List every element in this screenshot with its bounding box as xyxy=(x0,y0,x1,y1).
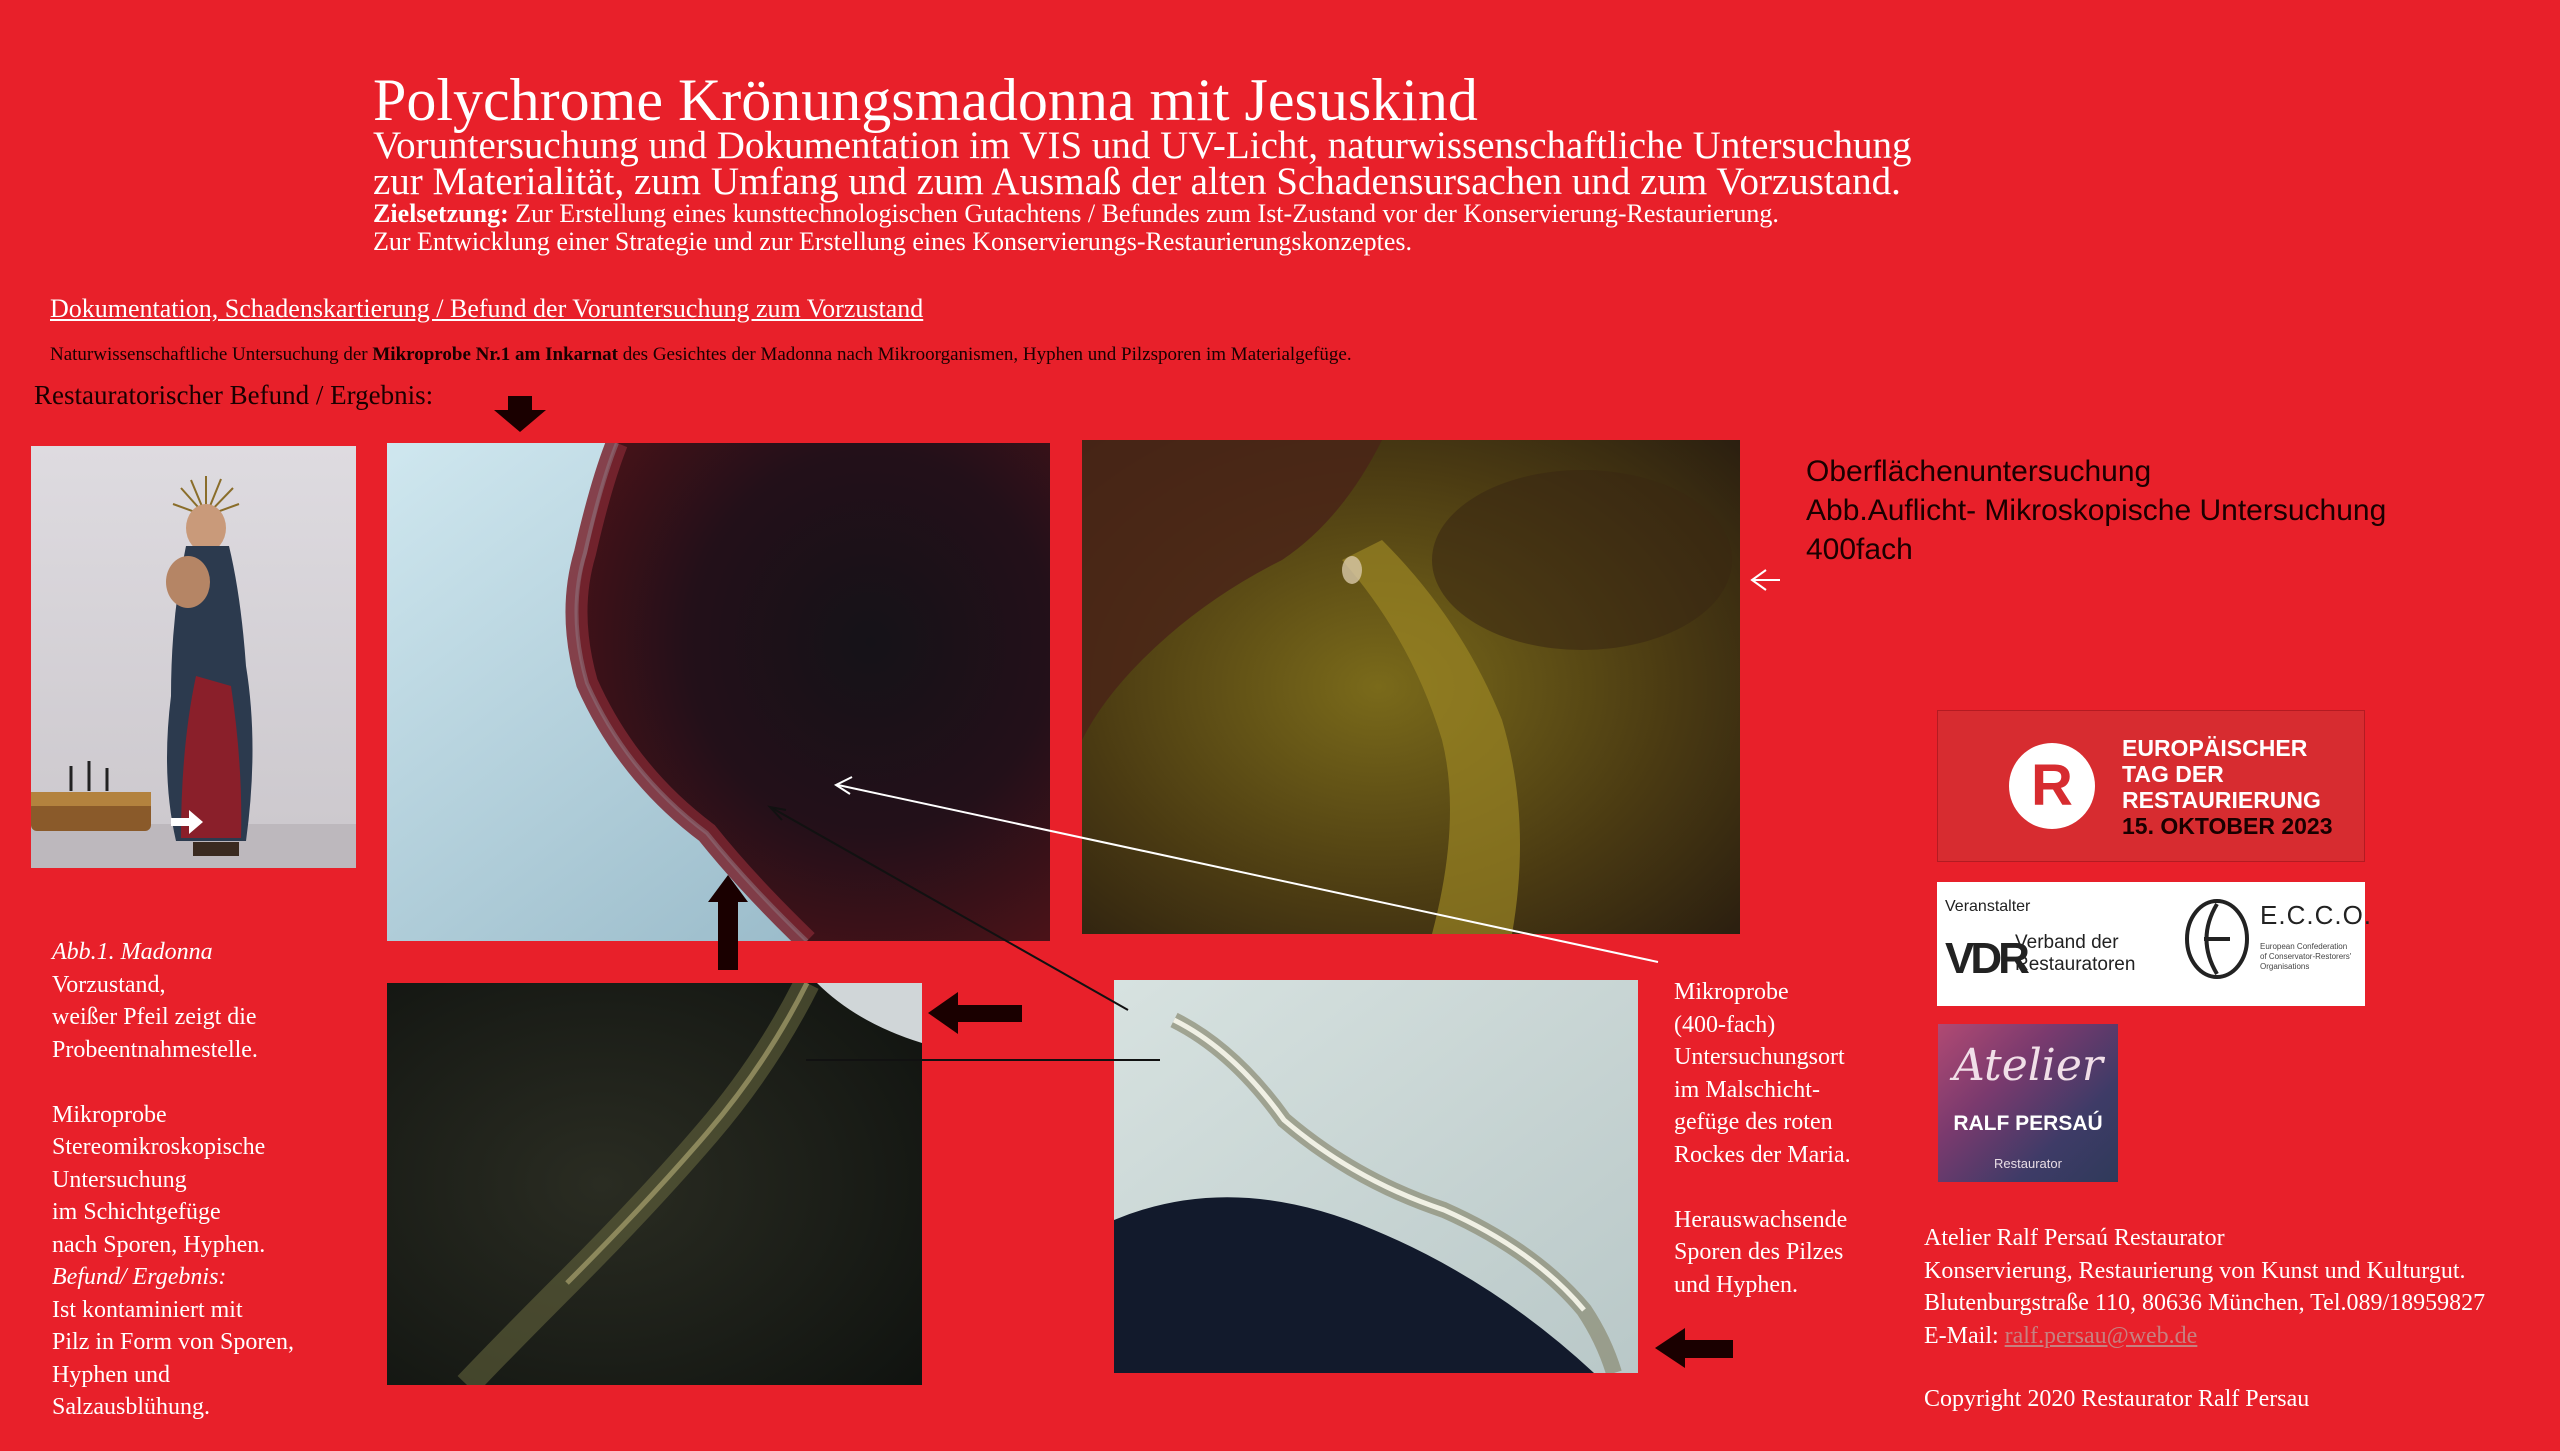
microscopy-photo-2 xyxy=(387,983,922,1385)
figure-label: Abb.1. Madonna xyxy=(52,939,213,965)
caption-line: Salzausblühung. xyxy=(52,1394,210,1420)
caption-line: Untersuchung xyxy=(52,1166,187,1193)
microsample-caption xyxy=(1674,976,1904,1301)
caption-line: Mikroprobe xyxy=(52,1101,167,1128)
arrow-left-thin-icon xyxy=(1752,570,1780,590)
goal-text-1: Zur Erstellung eines kunsttechnologischen Gutachtens / Befundes zum Ist-Zustand vor der Konservierung-Restaurierung. xyxy=(508,199,1779,228)
result-label: Restauratorischer Befund / Ergebnis: xyxy=(34,380,434,410)
caption-line: Sporen des Pilzes xyxy=(1674,1239,1844,1265)
organiser-badge xyxy=(1937,882,2373,1006)
caption-line: und Hyphen. xyxy=(1674,1271,1798,1298)
microscopy-photo-3 xyxy=(1114,980,1638,1373)
documentation-heading: Dokumentation, Schadenskartierung / Befund der Voruntersuchung zum Vorzustand xyxy=(50,294,924,323)
contact-line: Konservierung, Restaurierung von Kunst und Kulturgut. xyxy=(1924,1257,2466,1284)
atelier-script: Atelier xyxy=(1953,1040,2103,1091)
goal-line-1 xyxy=(373,200,1779,228)
intro-post: des Gesichtes der Madonna nach Mikroorganismen, Hyphen und Pilzsporen im Materialgefüge. xyxy=(618,344,1352,365)
caption-line: Herauswachsende xyxy=(1674,1206,1848,1233)
goal-statement xyxy=(373,200,1779,256)
caption-line: Ist kontaminiert mit xyxy=(52,1296,243,1323)
subtitle-line-2: zur Materialität, zum Umfang und zum Ausmaß der alten Schadensursachen und zum Vorzustand. xyxy=(373,160,1901,203)
arrow-down-icon xyxy=(494,396,546,432)
vdr-line: Restauratoren xyxy=(2015,954,2136,975)
vdr-line: Verband der xyxy=(2015,932,2119,953)
email-row xyxy=(1924,1320,2485,1353)
badge-line: TAG DER xyxy=(2122,761,2224,787)
ecco-subtitle: European Confederation of Conservator-Restorers' Organisations xyxy=(2260,942,2352,971)
surface-note-line-1: Oberflächenuntersuchung xyxy=(1806,455,2152,488)
contact-line: Atelier Ralf Persaú Restaurator xyxy=(1924,1225,2225,1251)
caption-line: weißer Pfeil zeigt die xyxy=(52,1004,257,1030)
atelier-role: Restaurator xyxy=(1994,1156,2062,1171)
madonna-photo xyxy=(31,446,356,868)
goal-line-2: Zur Entwicklung einer Strategie und zur Erstellung eines Konservierungs-Restaurierungskonzeptes. xyxy=(373,227,1412,256)
copyright: Copyright 2020 Restaurator Ralf Persau xyxy=(1924,1386,2310,1412)
badge-date: 15. OKTOBER 2023 xyxy=(2122,813,2333,839)
page-title: Polychrome Krönungsmadonna mit Jesuskind xyxy=(373,67,1478,133)
email-link[interactable]: ralf.persau@web.de xyxy=(2004,1322,2198,1349)
contact-block xyxy=(1924,1222,2485,1352)
badge-line: RESTAURIERUNG xyxy=(2122,787,2321,813)
email-label: E-Mail: xyxy=(1924,1322,2005,1349)
organiser-label: Veranstalter xyxy=(1945,898,2031,915)
r-logo-icon: R xyxy=(2009,743,2095,829)
madonna-caption xyxy=(52,936,362,1424)
caption-line: Probeentnahmestelle. xyxy=(52,1036,258,1063)
caption-line: gefüge des roten xyxy=(1674,1109,1833,1135)
badge-line: EUROPÄISCHER xyxy=(2122,735,2308,761)
caption-line: Stereomikroskopische xyxy=(52,1134,266,1160)
intro-pre: Naturwissenschaftliche Untersuchung der xyxy=(50,344,373,365)
microscopy-photo-1 xyxy=(387,443,1050,941)
page-subtitle xyxy=(373,124,1912,203)
caption-line: Untersuchungsort xyxy=(1674,1044,1845,1070)
vdr-logo: VDR xyxy=(1945,934,2026,983)
documentation-intro xyxy=(50,344,1352,366)
caption-line: im Malschicht- xyxy=(1674,1076,1820,1103)
atelier-logo xyxy=(1938,1024,2118,1182)
vdr-name xyxy=(2015,932,2135,976)
ecco-title: E.C.C.O. xyxy=(2260,900,2373,930)
caption-line: nach Sporen, Hyphen. xyxy=(52,1231,266,1258)
ecco-logo-icon xyxy=(2184,896,2250,982)
result-label-italic: Befund/ Ergebnis: xyxy=(52,1264,227,1290)
arrow-left-icon xyxy=(928,992,1022,1034)
caption-line: (400-fach) xyxy=(1674,1011,1776,1038)
surface-microscopy-photo xyxy=(1082,440,1740,934)
surface-note-line-3: 400fach xyxy=(1806,533,1913,566)
goal-label: Zielsetzung: xyxy=(373,199,509,228)
caption-line: Hyphen und xyxy=(52,1361,170,1388)
caption-line: Mikroprobe xyxy=(1674,979,1789,1005)
caption-line: Vorzustand, xyxy=(52,971,166,998)
subtitle-line-1: Voruntersuchung und Dokumentation im VIS und UV-Licht, naturwissenschaftliche Untersuchung xyxy=(373,124,1912,167)
surface-examination-note xyxy=(1806,452,2386,569)
atelier-name: RALF PERSAÚ xyxy=(1953,1112,2103,1135)
contact-line: Blutenburgstraße 110, 80636 München, Tel.089/18959827 xyxy=(1924,1290,2486,1316)
restoration-day-badge xyxy=(1937,710,2365,862)
surface-note-line-2: Abb.Auflicht- Mikroskopische Untersuchung xyxy=(1806,494,2387,527)
caption-line: Pilz in Form von Sporen, xyxy=(52,1329,295,1355)
caption-line: im Schichtgefüge xyxy=(52,1199,221,1225)
restoration-day-text xyxy=(2122,735,2333,839)
arrow-left-icon xyxy=(1655,1328,1733,1368)
caption-line: Rockes der Maria. xyxy=(1674,1141,1851,1168)
intro-bold: Mikroprobe Nr.1 am Inkarnat xyxy=(372,344,618,365)
